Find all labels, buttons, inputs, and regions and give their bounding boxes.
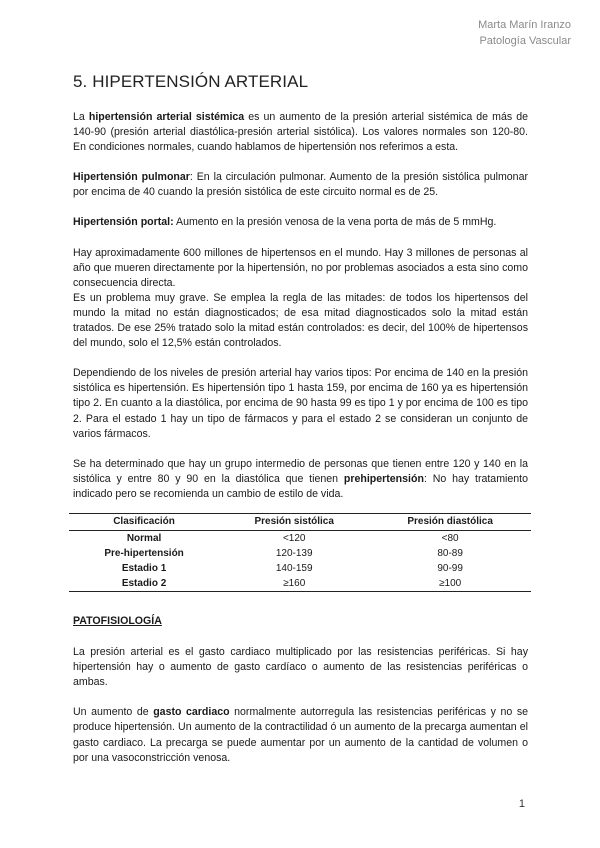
row-label: Estadio 2 — [69, 576, 219, 592]
diastolic-value: 80-89 — [437, 547, 463, 559]
systolic-value: 120-139 — [275, 547, 313, 559]
page-title: 5. HIPERTENSIÓN ARTERIAL — [73, 72, 309, 91]
table-row — [69, 546, 531, 561]
term-pulmonary: Hipertensión pulmonar — [73, 171, 190, 184]
document-body — [73, 110, 528, 781]
systolic-value: 140-159 — [275, 562, 313, 574]
paragraph-pulmonary: Hipertensión pulmonar: En la circulación pulmonar. Aumento de la presión sistólica pulmonar por encima de 40 cuando la presión sistólica de este circuito normal es de 25. — [73, 171, 528, 199]
page-number: 1 — [518, 798, 525, 810]
paragraph-gasto-cardiaco: Un aumento de gasto cardiaco normalmente autorregula las resistencias periféricas y no se produce hipertensión. Un aumento de la contractilidad ó un aumento de la precarga aumentan el gasto cardiaco. La precarga se puede aumentar por un aumento de la cantidad de volumen o por una vasoconstricción venosa. — [73, 706, 529, 764]
term-gasto-cardiaco: gasto cardiaco — [153, 706, 230, 719]
section-heading-pathophysiology: PATOFISIOLOGÍA — [73, 614, 162, 627]
diastolic-value: ≥100 — [369, 576, 531, 592]
systolic-value: <120 — [282, 532, 306, 544]
diastolic-value: <80 — [441, 532, 459, 544]
col-header-classification: Clasificación — [69, 513, 219, 530]
table-row — [69, 576, 531, 592]
header-author: Marta Marín Iranzo — [478, 19, 571, 31]
row-label: Estadio 1 — [121, 562, 167, 574]
row-label: Pre-hipertensión — [104, 547, 184, 559]
paragraph-prevalence: Hay aproximadamente 600 millones de hipertensos en el mundo. Hay 3 millones de personas al año que mueren directamente por la hipertensión, no por problemas asociados a esta sino como consecuencia directa. — [73, 246, 528, 289]
page-header — [478, 17, 571, 49]
systolic-value: ≥160 — [219, 576, 369, 592]
classification-table — [69, 513, 531, 592]
term-portal: Hipertensión portal: — [73, 216, 174, 229]
header-subject: Patología Vascular — [479, 35, 571, 47]
table-row — [69, 530, 531, 546]
paragraph-halves-rule: Es un problema muy grave. Se emplea la regla de las mitades: de todos los hipertensos del mundo la mitad no están diagnosticados; de esa mitad diagnosticados solo la mitad están tratados. De ese 25% tratado solo la mitad están controlados: es decir, del 100% de hipertensos del mundo, solo el 12,5% están controlados. — [73, 291, 528, 350]
row-label: Normal — [126, 532, 162, 544]
term-systemic: hipertensión arterial sistémica — [88, 111, 245, 123]
table-header-row — [69, 513, 531, 530]
paragraph-portal: Hipertensión portal: Aumento en la presión venosa de la vena porta de más de 5 mmHg. — [73, 216, 497, 229]
paragraph-prehypertension: Se ha determinado que hay un grupo intermedio de personas que tienen entre 120 y 140 en la sistólica y entre 80 y 90 en la diastólica que tienen prehipertensión: No hay tratamiento indicado pero se recomienda un cambio de estilo de vida. — [73, 457, 528, 500]
table-row — [69, 561, 531, 576]
diastolic-value: 90-99 — [437, 562, 463, 574]
term-prehypertension: prehipertensión — [343, 472, 424, 485]
col-header-diastolic: Presión diastólica — [369, 513, 531, 530]
paragraph-cardiac-output: La presión arterial es el gasto cardiaco multiplicado por las resistencias periféricas. Si hay hipertensión hay o aumento de gasto cardíaco o aumento de las resistencias periféricas o ambas. — [73, 646, 528, 689]
paragraph-systemic: La hipertensión arterial sistémica es un aumento de la presión arterial sistémica de más de 140-90 (presión arterial diastólica-presión arterial sistólica). Los valores normales son 120-80. En condiciones normales, cuando hablamos de hipertensión nos referimos a esta. — [73, 111, 528, 154]
col-header-systolic: Presión sistólica — [219, 513, 369, 530]
paragraph-types: Dependiendo de los niveles de presión arterial hay varios tipos: Por encima de 140 en la presión sistólica es hipertensión. Es hipertensión tipo 1 hasta 159, por encima de 160 ya es hipertensión tipo 2. En cuanto a la diastólica, por encima de 90 hasta 99 es tipo 1 y por encima de 100 es tipo 2. Para el estado 1 hay un tipo de fármacos y para el estado 2 se consideran un conjunto de varios fármacos. — [73, 367, 528, 440]
